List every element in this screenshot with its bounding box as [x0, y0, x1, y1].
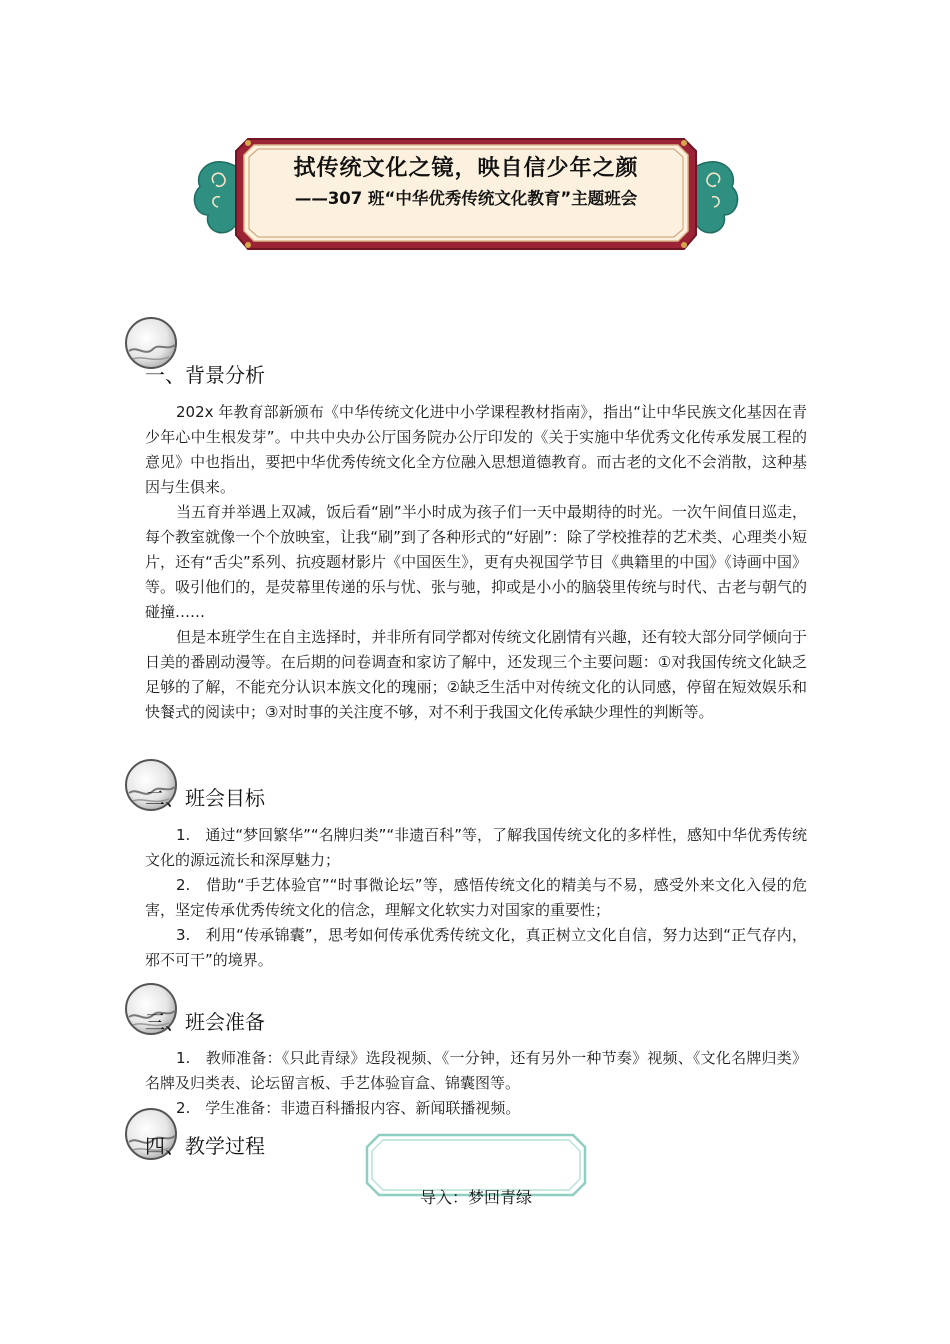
section-heading-process: 四、教学过程: [145, 1134, 265, 1158]
intro-label: 导入：梦回青绿: [419, 1188, 532, 1207]
paragraph: 202x 年教育部新颁布《中华传统文化进中小学课程教材指南》，指出“让中华民族文化基因在青少年心中生根发芽”。中共中央办公厅国务院办公厅印发的《关于实施中华优秀文化传承发展工程的意见》中也指出，要把中华优秀传统文化全方位融入思想道德教育。而古老的文化不会消散，这种基因与生俱来。: [145, 403, 807, 496]
paragraph: 但是本班学生在自主选择时，并非所有同学都对传统文化剧情有兴趣，还有较大部分同学倾向于日美的番剧动漫等。在后期的问卷调查和家访了解中，还发现三个主要问题：①对我国传统文化缺乏足够的了解，不能充分认识本族文化的瑰丽；②缺乏生活中对传统文化的认同感，停留在短效娱乐和快餐式的阅读中；③对时事的关注度不够，对不利于我国文化传承缺少理性的判断等。: [145, 628, 807, 721]
section-heading-background: 一、背景分析: [145, 363, 265, 387]
paragraph: 当五育并举遇上双减，饭后看“剧”半小时成为孩子们一天中最期待的时光。一次午间值日巡走，每个教室就像一个个放映室，让我“刷”到了各种形式的“好剧”：除了学校推荐的艺术类、心理类小短片，还有“舌尖”系列、抗疫题材影片《中国医生》，更有央视国学节目《典籍里的中国》《诗画中国》等。吸引他们的，是荧幕里传递的乐与忧、张与驰，抑或是小小的脑袋里传统与时代、古老与朝气的碰撞……: [145, 503, 807, 621]
paragraph: 1. 教师准备：《只此青绿》选段视频、《一分钟，还有另外一种节奏》视频、《文化名牌归类》名牌及归类表、论坛留言板、手艺体验盲盒、锦囊图等。: [145, 1049, 807, 1092]
section-heading-goals: 二、班会目标: [145, 786, 265, 810]
paragraph: 3. 利用“传承锦囊”，思考如何传承优秀传统文化，真正树立文化自信，努力达到“正气存内，邪不可干”的境界。: [145, 926, 807, 969]
paragraph: 2. 学生准备：非遗百科播报内容、新闻联播视频。: [176, 1099, 521, 1117]
paragraph: 2. 借助“手艺体验官”“时事微论坛”等，感悟传统文化的精美与不易，感受外来文化入侵的危害，坚定传承优秀传统文化的信念，理解文化软实力对国家的重要性；: [145, 876, 807, 919]
section-heading-preparation: 三、班会准备: [145, 1010, 265, 1034]
title-banner: [190, 135, 742, 253]
banner-title: 拭传统文化之镜，映自信少年之颜: [293, 156, 639, 181]
paragraph: 1. 通过“梦回繁华”“名牌归类”“非遗百科”等，了解我国传统文化的多样性，感知中华优秀传统文化的源远流长和深厚魅力；: [145, 826, 807, 869]
banner-subtitle: ——307 班“中华优秀传统文化教育”主题班会: [294, 189, 638, 208]
